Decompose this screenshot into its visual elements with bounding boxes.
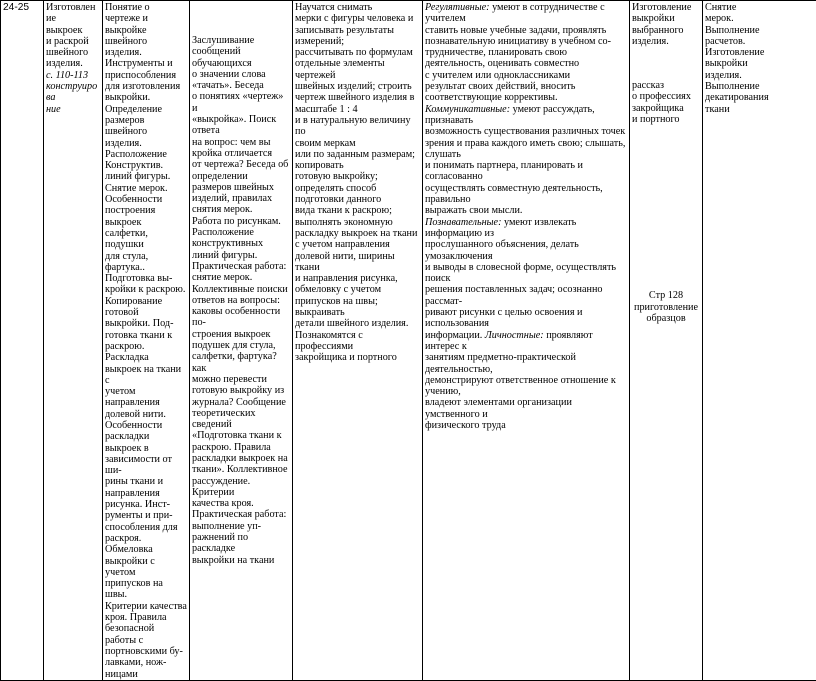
homework-middle: рассказ о профессиях закройщика и портного xyxy=(632,80,700,125)
practice-text: Снятие мерок. Выполнение расчетов. Изготовление выкройки изделия. Выполнение декатирования ткани xyxy=(705,2,814,115)
activities-cell xyxy=(190,1,293,681)
table-row xyxy=(1,1,816,681)
homework-cell xyxy=(630,1,703,681)
lesson-content: Понятие о чертеже и выкройке швейного изделия. Инструменты и приспособления для изготовления выкройки. Определение размеров швейного изделия. Расположение Конструктив. линий фигуры. Снятие мерок. Особенности построения выкроек салфетки, подушки для стула, фартука.. Подготовка вы- кройки к раскрою. Копирование готовой выкройки. Под- готовка ткани к раскрою. Раскладка выкроек на ткани с учетом направления долевой нити. Особенности раскладки выкроек в зависимости от ши- рины ткани и направления рисунка. Инст- рументы и при- способления для раскроя. Обмеловка выкройки с учетом припусков на швы. Критерии качества кроя. Правила безопасной работы с портновскими бу- лавками, нож- ницами xyxy=(105,2,187,680)
topic-pages: с. 110-113 xyxy=(46,70,100,81)
student-activities: Заслушивание сообщений обучающихся о значении слова «тачать». Беседа о понятиях «чертеж» и «выкройка». Поиск ответа на вопрос: чем вы кройка отличается от чертежа? Беседа об определении размеров швейных изделий, правилах снятия мерок. Работа по рисункам. Расположение конструктивных линий фигуры. Практическая работа: снятие мерок. Коллективные поиски ответов на вопросы: каковы особенности по- строения выкроек подушек для стула, салфетки, фартука? как можно перевести готовую выкройку из журнала? Сообщение теоретических сведений «Подготовка ткани к раскрою. Правила раскладки выкроек на ткани». Коллективное рассуждение. Критерии качества кроя. Практическая работа: выполнение уп- ражнений по раскладке выкройки на ткани xyxy=(192,35,290,566)
practice-cell xyxy=(703,1,816,681)
topic-title: Изготовление выкроек и раскрой швейного изделия. xyxy=(46,2,100,70)
topic-cell xyxy=(44,1,103,681)
personal-label: Личностные: xyxy=(482,330,543,341)
outcomes-cell xyxy=(293,1,423,681)
regulative-text: умеют в сотрудничестве с учителем ставить новые учебные задачи, проявлять познавательную инициативу в учебном со- трудничестве, планировать свою деятельность, оценивать совместно с учителем или одноклассниками результат своих действий, вносить соответствующие коррективы. xyxy=(425,2,611,103)
cognitive-label: Познавательные: xyxy=(425,217,501,228)
personal-text: проявляют интерес к занятиям предметно-практической деятельностью, демонстрируют ответственное отношение к учению, владеют элементами организации умственного и физического труда xyxy=(425,330,616,431)
cognitive-text: умеют извлекать информацию из прослушанного объяснения, делать умозаключения и выводы в словесной форме, осуществлять поиск решения поставленных задач; осознанно рассмат- ривают рисунки с целью освоения и использования информации. xyxy=(425,217,616,341)
homework-top: Изготовление выкройки выбранного изделия. xyxy=(632,2,700,47)
lesson-number: 24-25 xyxy=(3,2,41,13)
uud-cell xyxy=(423,1,630,681)
communicative-text: умеют рассуждать, признавать возможность существования различных точек зрения и права каждого иметь свою; слышать, слушать и понимать партнера, планировать и согласованно осуществлять совместную деятельность, правильно выражать свои мысли. xyxy=(425,104,625,217)
regulative-label: Регулятивные: xyxy=(425,2,490,13)
content-cell xyxy=(103,1,190,681)
topic-type: конструирова ние xyxy=(46,81,100,115)
homework-bottom: Стр 128 приготовление образцов xyxy=(632,290,700,324)
lesson-number-cell xyxy=(1,1,44,681)
subject-outcomes: Научатся снимать мерки с фигуры человека и записывать результаты измерений; рассчитывать по формулам отдельные элементы чертежей швейных изделий; строить чертеж швейного изделия в масштабе 1 : 4 и в натуральную величину по своим меркам или по заданным размерам; копировать готовую выкройку; определять способ подготовки данного вида ткани к раскрою; выполнять экономную раскладку выкроек на ткани с учетом направления долевой нити, ширины ткани и направления рисунка, обмеловку с учетом припусков на швы; выкраивать детали швейного изделия. Познакомятся с профессиями закройщика и портного xyxy=(295,2,420,364)
communicative-label: Коммуникативные: xyxy=(425,104,510,115)
